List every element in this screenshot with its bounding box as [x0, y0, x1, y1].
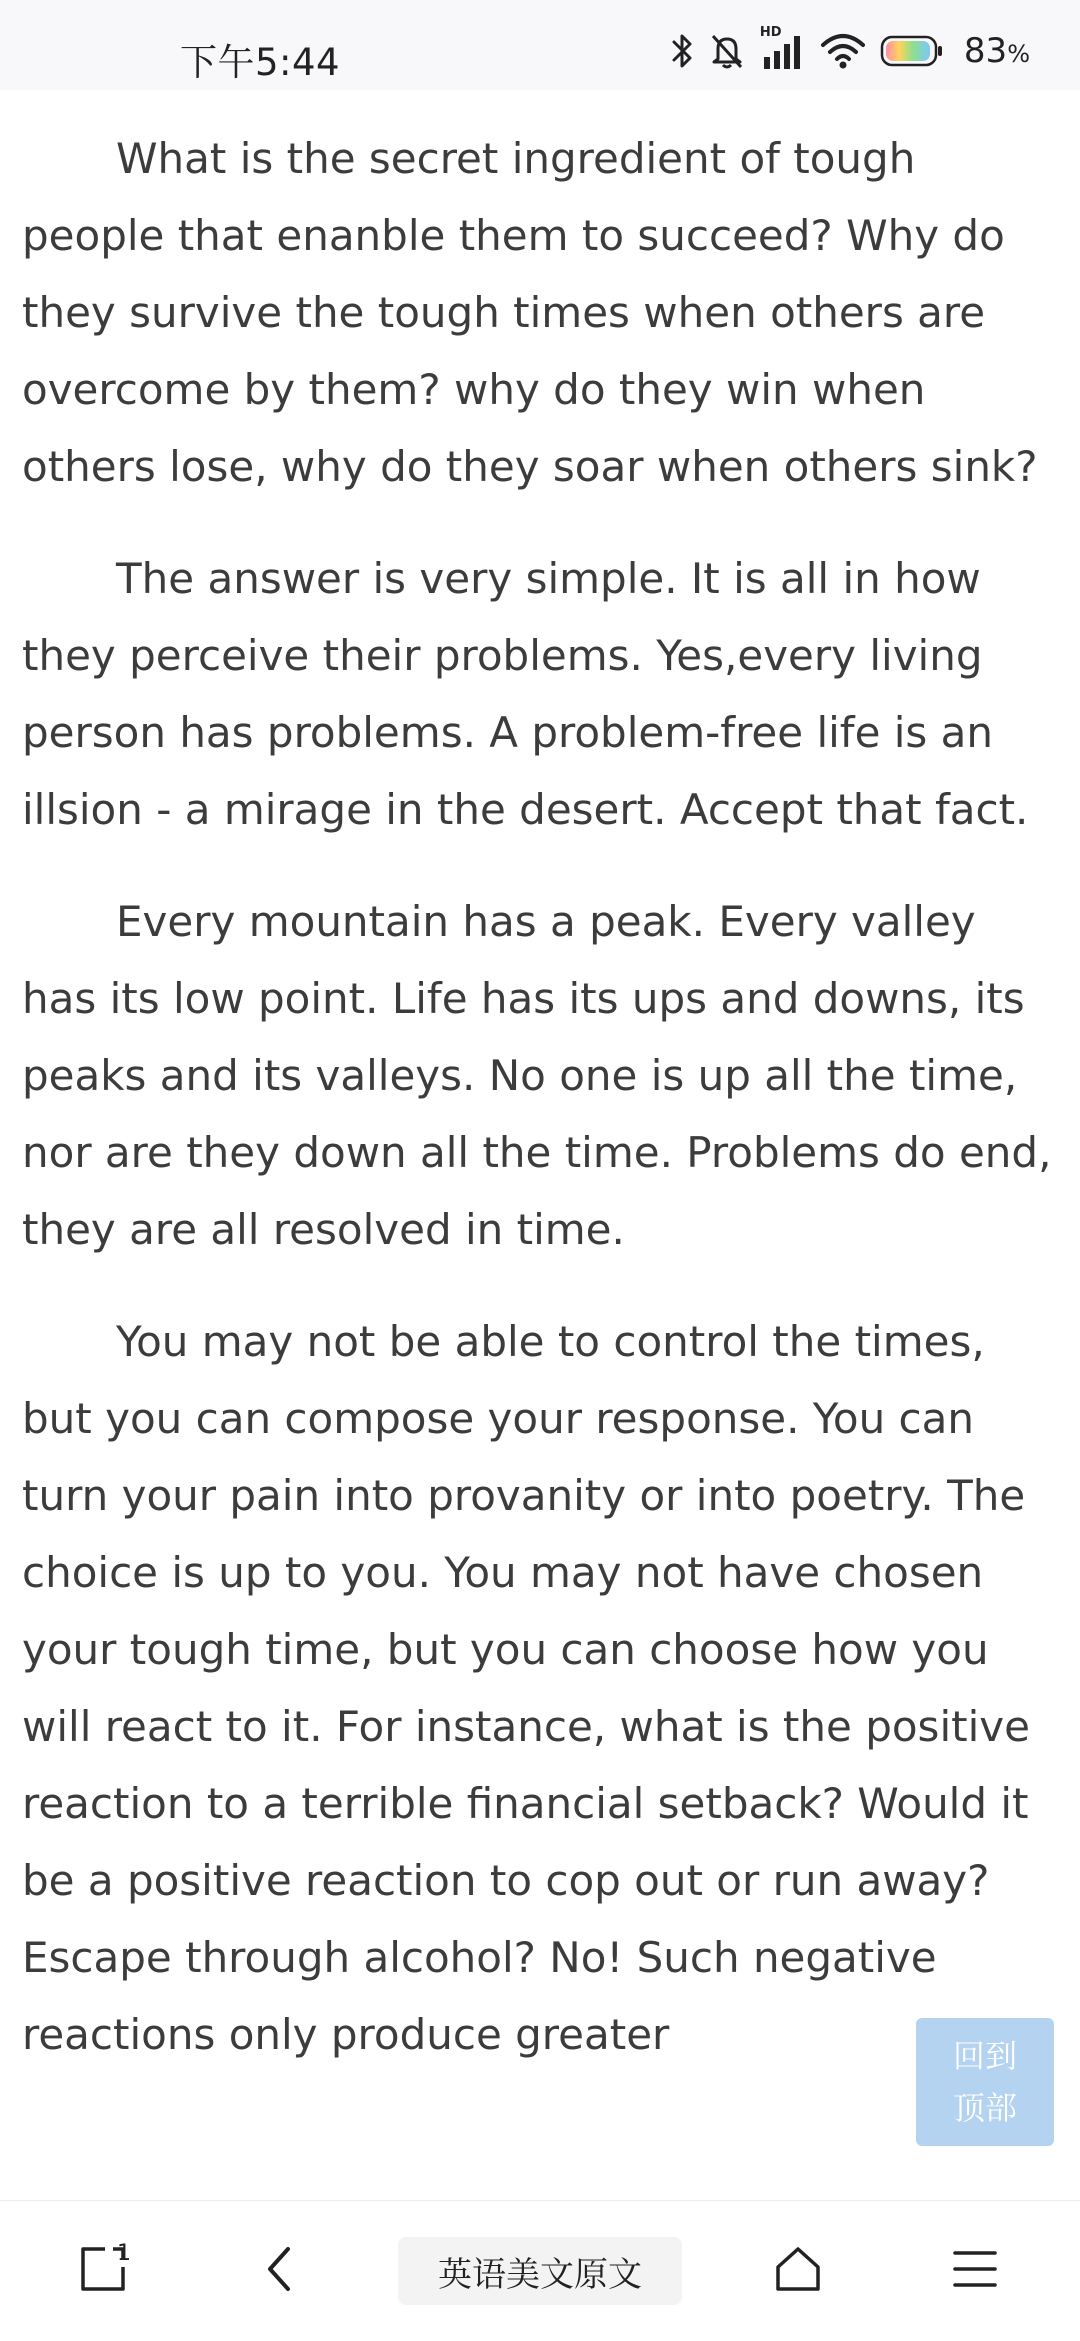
battery-percent-value: 83 — [963, 31, 1008, 71]
status-time: 下午5:44 — [180, 41, 341, 84]
battery-percent — [964, 31, 1030, 71]
article-paragraph: Every mountain has a peak. Every valley has its low point. Life has its ups and downs, its peaks and its valleys. No one is up all the time, nor are they down all the time. Problems do end, they are all resolved in time. — [22, 897, 1052, 1254]
article-body — [0, 90, 1080, 2200]
article-paragraph: The answer is very simple. It is all in how they perceive their problems. Yes,every living person has problems. A problem-free life is an illsion - a mirage in the desert. Accept that fact. — [22, 554, 1029, 834]
menu-icon — [947, 2241, 1003, 2301]
back-button[interactable] — [230, 2201, 330, 2341]
back-to-top-button[interactable] — [916, 2018, 1054, 2146]
page-title-chip[interactable]: 英语美文原文 — [398, 2237, 682, 2305]
mute-bell-icon — [708, 31, 746, 71]
home-button[interactable] — [748, 2201, 848, 2341]
status-icons — [670, 25, 1030, 74]
tabs-count: 1 — [117, 2241, 131, 2266]
back-to-top-label-line1: 回到 — [952, 2037, 1017, 2075]
article-paragraph: You may not be able to control the times, but you can compose your response. You can turn your pain into provanity or into poetry. The choice is up to you. You may not have chosen your tough time, but you can choose how you will react to it. For instance, what is the positive reaction to a terrible financial setback? Would it be a positive reaction to cop out or run away? Escape through alcohol? No! Such negative reactions only produce greater — [22, 1317, 1030, 2059]
status-bar — [0, 0, 1080, 90]
bluetooth-icon — [670, 31, 694, 71]
network-badge: HD — [759, 25, 782, 40]
back-to-top-label-line2: 顶部 — [952, 2089, 1017, 2127]
article-paragraph: What is the secret ingredient of tough people that enanble them to succeed? Why do they survive the tough times when others are overcome by them? why do they win when others lose, why do they soar when others sink? — [22, 134, 1038, 491]
battery-percent-unit: % — [1007, 40, 1030, 68]
signal-icon — [759, 25, 806, 71]
back-chevron-icon — [260, 2241, 300, 2301]
menu-button[interactable] — [925, 2201, 1025, 2341]
home-icon — [770, 2241, 826, 2301]
bottom-toolbar — [0, 2200, 1080, 2341]
battery-icon — [880, 34, 944, 68]
tabs-button[interactable] — [55, 2201, 155, 2341]
wifi-icon — [820, 31, 866, 71]
